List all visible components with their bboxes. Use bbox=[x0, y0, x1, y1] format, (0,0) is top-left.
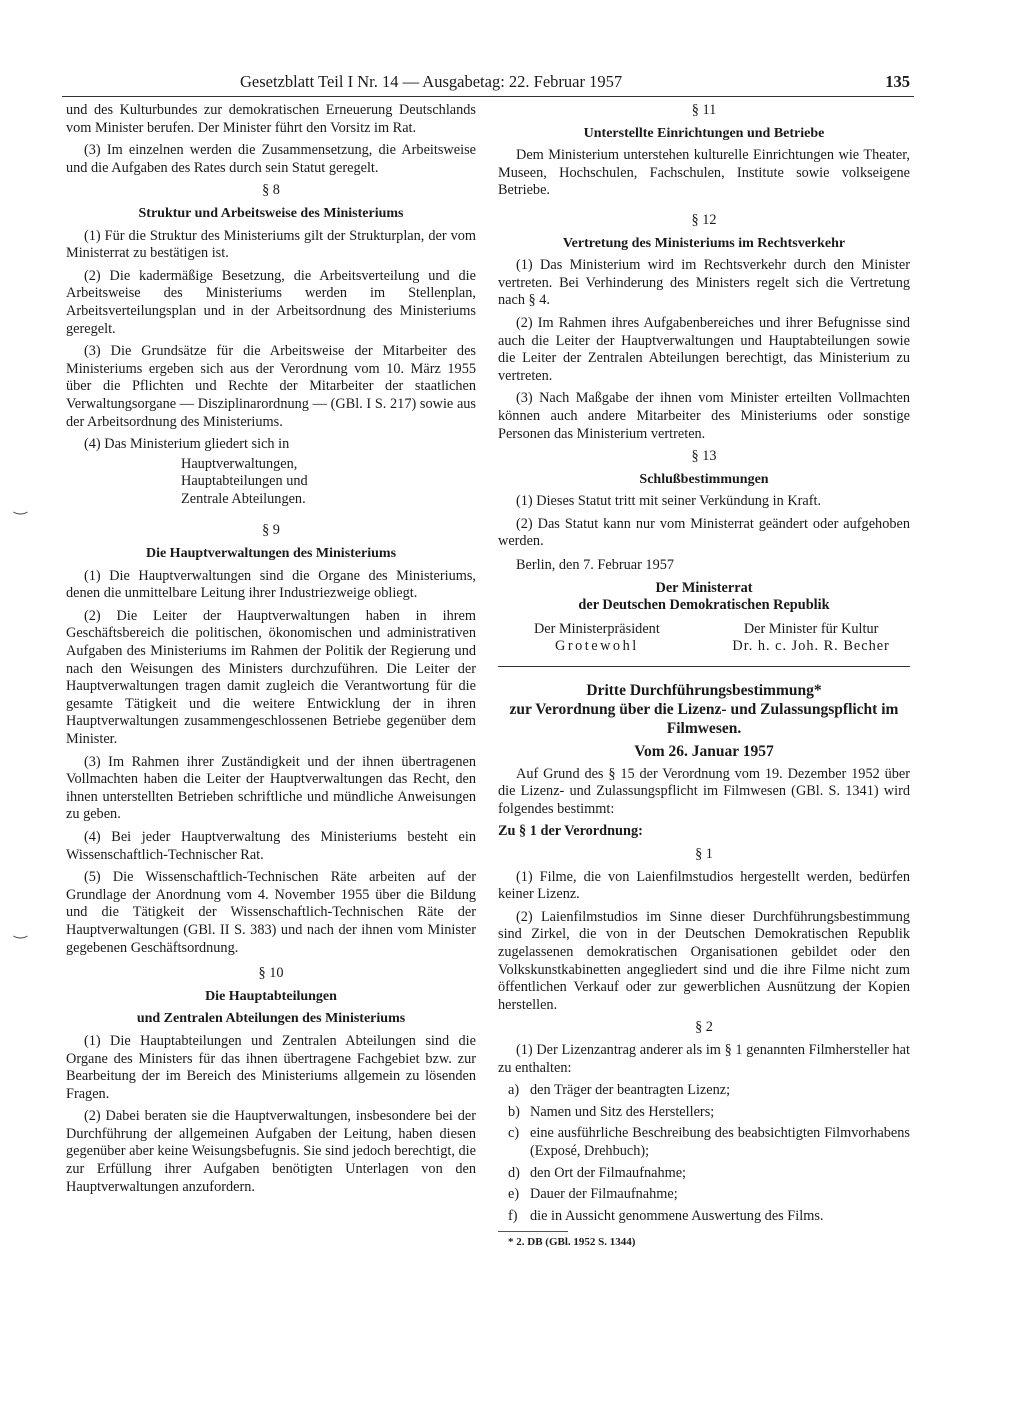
footnote: * 2. DB (GBl. 1952 S. 1344) bbox=[508, 1236, 636, 1249]
list-item bbox=[508, 1186, 910, 1204]
section-number: § 9 bbox=[262, 522, 280, 539]
org-list bbox=[181, 456, 476, 509]
list-label: d) bbox=[508, 1164, 520, 1181]
page-header bbox=[240, 72, 910, 94]
list-text: Namen und Sitz des Herstellers; bbox=[530, 1103, 715, 1120]
paragraph: (1) Dieses Statut tritt mit seiner Verkündung in Kraft. bbox=[516, 493, 822, 510]
left-column bbox=[66, 102, 476, 1201]
list-text: Dauer der Filmaufnahme; bbox=[530, 1186, 678, 1203]
org-item: Zentrale Abteilungen. bbox=[181, 490, 306, 507]
list-item bbox=[508, 1104, 910, 1122]
section-number: § 11 bbox=[691, 102, 717, 118]
paragraph: (1) Der Lizenzantrag anderer als im § 1 genannten Filmhersteller hat zu enthalten: bbox=[498, 1041, 910, 1076]
signature-right bbox=[712, 621, 910, 656]
section-number: § 10 bbox=[258, 965, 284, 982]
paragraph: (1) Für die Struktur des Ministeriums gilt der Strukturplan, der vom Ministerrat zu bestätigen ist. bbox=[66, 227, 476, 262]
org-item: Hauptabteilungen und bbox=[181, 473, 308, 490]
section-number: § 13 bbox=[691, 448, 717, 465]
section-title: und Zentralen Abteilungen des Ministeriums bbox=[136, 1011, 406, 1027]
council-name: Der Ministerrat bbox=[655, 579, 753, 596]
header-title: Gesetzblatt Teil I Nr. 14 — Ausgabetag: 22. Februar 1957 bbox=[240, 72, 623, 91]
list-label: a) bbox=[508, 1082, 520, 1099]
section-title: Die Hauptabteilungen bbox=[205, 988, 337, 1004]
paragraph: (4) Das Ministerium gliedert sich in bbox=[84, 436, 290, 453]
section-title: Unterstellte Einrichtungen und Betriebe bbox=[583, 125, 825, 141]
decree-title: Dritte Durchführungsbestimmung* bbox=[586, 682, 822, 700]
section-divider bbox=[498, 666, 910, 667]
list-label: e) bbox=[508, 1186, 520, 1203]
council-name: der Deutschen Demokratischen Republik bbox=[578, 597, 830, 614]
paragraph: (2) Im Rahmen ihres Aufgabenbereiches und ihrer Befugnisse sind auch die Leiter der Hauptverwaltungen und Hauptabteilungen sowie die Leiter der Zentralen Abteilungen berechtigt, das Ministerium zu vertreten. bbox=[498, 314, 910, 384]
list-label: b) bbox=[508, 1103, 520, 1120]
paragraph: (3) Nach Maßgabe der ihnen vom Minister erteilten Vollmachten können auch andere Mitarbeiter des Ministeriums oder sonstige Personen das Ministerium vertreten. bbox=[498, 390, 910, 442]
section-number: § 8 bbox=[262, 182, 280, 199]
footnote-rule bbox=[498, 1231, 568, 1232]
paragraph: (4) Bei jeder Hauptverwaltung des Ministeriums besteht ein Wissenschaftlich-Technischer Rat. bbox=[66, 828, 476, 863]
signature-left bbox=[498, 621, 696, 656]
paragraph: (3) Im Rahmen ihrer Zuständigkeit und der ihnen übertragenen Vollmachten haben die Leiter der Hauptverwaltungen das Recht, den ihnen unterstellten Betrieben schriftliche und mündliche Anweisungen zu geben. bbox=[66, 753, 476, 823]
paragraph: (3) Im einzelnen werden die Zusammensetzung, die Arbeitsweise und die Aufgaben des Rates durch sein Statut geregelt. bbox=[66, 142, 476, 176]
paragraph: (1) Die Hauptverwaltungen sind die Organe des Ministeriums, denen die unmittelbare Leitung ihrer Industriezweige obliegt. bbox=[66, 567, 476, 602]
section-title: Schlußbestimmungen bbox=[639, 471, 769, 487]
paragraph: (2) Dabei beraten sie die Hauptverwaltungen, insbesondere bei der Durchführung der allgemeinen Aufgaben der Leitung, haben diesen gegenüber aber keine Weisungsbefugnis. Sie sind jedoch berechtigt, die zur Erfüllung ihrer Aufgaben benötigten Unterlagen von den Hauptverwaltungen anzufordern. bbox=[66, 1108, 476, 1195]
section-title: Vertretung des Ministeriums im Rechtsverkehr bbox=[562, 235, 846, 251]
margin-mark: ‿ bbox=[14, 922, 27, 939]
list-label: c) bbox=[508, 1125, 520, 1142]
list-text: die in Aussicht genommene Auswertung des Films. bbox=[530, 1207, 824, 1224]
signer-role: Der Ministerpräsident bbox=[533, 620, 660, 637]
list-text: eine ausführliche Beschreibung des beabsichtigten Filmvorhabens (Exposé, Drehbuch); bbox=[530, 1125, 910, 1159]
list-label: f) bbox=[508, 1207, 518, 1224]
signer-name: Grotewohl bbox=[555, 638, 639, 655]
subheading: Zu § 1 der Verordnung: bbox=[498, 823, 643, 840]
paragraph: Dem Ministerium unterstehen kulturelle Einrichtungen wie Theater, Museen, Hochschulen, Fachschulen, Institute sowie volkseigene Betriebe. bbox=[498, 147, 910, 199]
right-column bbox=[498, 102, 910, 1252]
list-text: den Ort der Filmaufnahme; bbox=[530, 1164, 687, 1181]
decree-subtitle: zur Verordnung über die Lizenz- und Zulassungspflicht im Filmwesen. bbox=[509, 701, 899, 738]
list-item bbox=[508, 1165, 910, 1183]
list-item bbox=[508, 1082, 910, 1100]
org-item: Hauptverwaltungen, bbox=[181, 455, 298, 472]
section-number: § 1 bbox=[695, 846, 713, 862]
signer-name: Dr. h. c. Joh. R. Becher bbox=[732, 638, 890, 655]
signature-block bbox=[498, 621, 910, 656]
header-rule bbox=[62, 96, 914, 97]
paragraph: (2) Laienfilmstudios im Sinne dieser Durchführungsbestimmung sind Zirkel, die von in der Deutschen Demokratischen Republik zugelassenen demokratischen Organisationen gebildet oder den Volkskunstkabinetten angegliedert sind und die ihre Filme nicht zum öffentlichen Verkauf oder zur gewerblichen Ausnützung der Kopien herstellen. bbox=[498, 908, 910, 1013]
paragraph: (1) Die Hauptabteilungen und Zentralen Abteilungen sind die Organe des Ministers für das ihnen übertragene Fachgebiet bzw. zur Bearbeitung der im Bereich des Ministeriums allgemein zu lösenden Fragen. bbox=[66, 1032, 476, 1102]
page-number: 135 bbox=[885, 72, 910, 91]
paragraph: Auf Grund des § 15 der Verordnung vom 19. Dezember 1952 über die Lizenz- und Zulassungspflicht im Filmwesen (GBl. S. 1341) wird folgendes bestimmt: bbox=[498, 765, 910, 817]
paragraph: (1) Filme, die von Laienfilmstudios hergestellt werden, bedürfen keiner Lizenz. bbox=[498, 868, 910, 903]
section-title: Struktur und Arbeitsweise des Ministeriums bbox=[138, 205, 404, 221]
margin-mark: ‿ bbox=[14, 498, 27, 515]
section-title: Die Hauptverwaltungen des Ministeriums bbox=[145, 546, 397, 562]
decree-date: Vom 26. Januar 1957 bbox=[634, 743, 774, 761]
paragraph: (3) Die Grundsätze für die Arbeitsweise der Mitarbeiter des Ministeriums ergeben sich aus der Verordnung vom 10. März 1955 über die Pflichten und Rechte der Mitarbeiter der staatlichen Verwaltungsorgane — Disziplinarordnung — (GBl. I S. 217) sowie aus der Arbeitsordnung des Ministeriums. bbox=[66, 343, 476, 430]
section-number: § 2 bbox=[695, 1019, 713, 1036]
list-item bbox=[508, 1125, 910, 1160]
paragraph: (2) Die kadermäßige Besetzung, die Arbeitsverteilung und die Arbeitsweise des Ministeriums werden im Stellenplan, Arbeitsverteilungsplan und in der Arbeitsordnung des Ministeriums geregelt. bbox=[66, 267, 476, 337]
place-date: Berlin, den 7. Februar 1957 bbox=[516, 557, 675, 574]
signer-role: Der Minister für Kultur bbox=[743, 620, 879, 637]
list-item bbox=[508, 1208, 910, 1226]
paragraph: und des Kulturbundes zur demokratischen Erneuerung Deutschlands vom Minister berufen. Der Minister führt den Vorsitz im Rat. bbox=[66, 102, 476, 136]
paragraph: (1) Das Ministerium wird im Rechtsverkehr durch den Minister vertreten. Bei Verhinderung des Ministers regelt sich die Vertretung nach § 4. bbox=[498, 257, 910, 309]
paragraph: (2) Das Statut kann nur vom Ministerrat geändert oder aufgehoben werden. bbox=[498, 515, 910, 550]
requirement-list bbox=[508, 1082, 910, 1225]
paragraph: (5) Die Wissenschaftlich-Technischen Räte arbeiten auf der Grundlage der Anordnung vom 4. November 1955 über die Bildung und die Tätigkeit der Wissenschaftlich-Technischen Räte der Hauptverwaltungen (GBl. II S. 383) und nach der ihnen vom Minister gegebenen Geschäftsordnung. bbox=[66, 869, 476, 956]
section-number: § 12 bbox=[691, 211, 717, 228]
paragraph: (2) Die Leiter der Hauptverwaltungen haben in ihrem Geschäftsbereich die politischen, ökonomischen und administrativen Aufgaben des Ministeriums im Rahmen der Politik der Regierung und nach den Weisungen des Ministers durchzuführen. Die Leiter der Hauptverwaltungen tragen damit zugleich die Verantwortung für die gesamte Tätigkeit und die weitere Entwicklung der in ihren Hauptverwaltungen zusammengeschlossenen Betriebe gegenüber dem Minister. bbox=[66, 607, 476, 747]
list-text: den Träger der beantragten Lizenz; bbox=[530, 1082, 731, 1099]
